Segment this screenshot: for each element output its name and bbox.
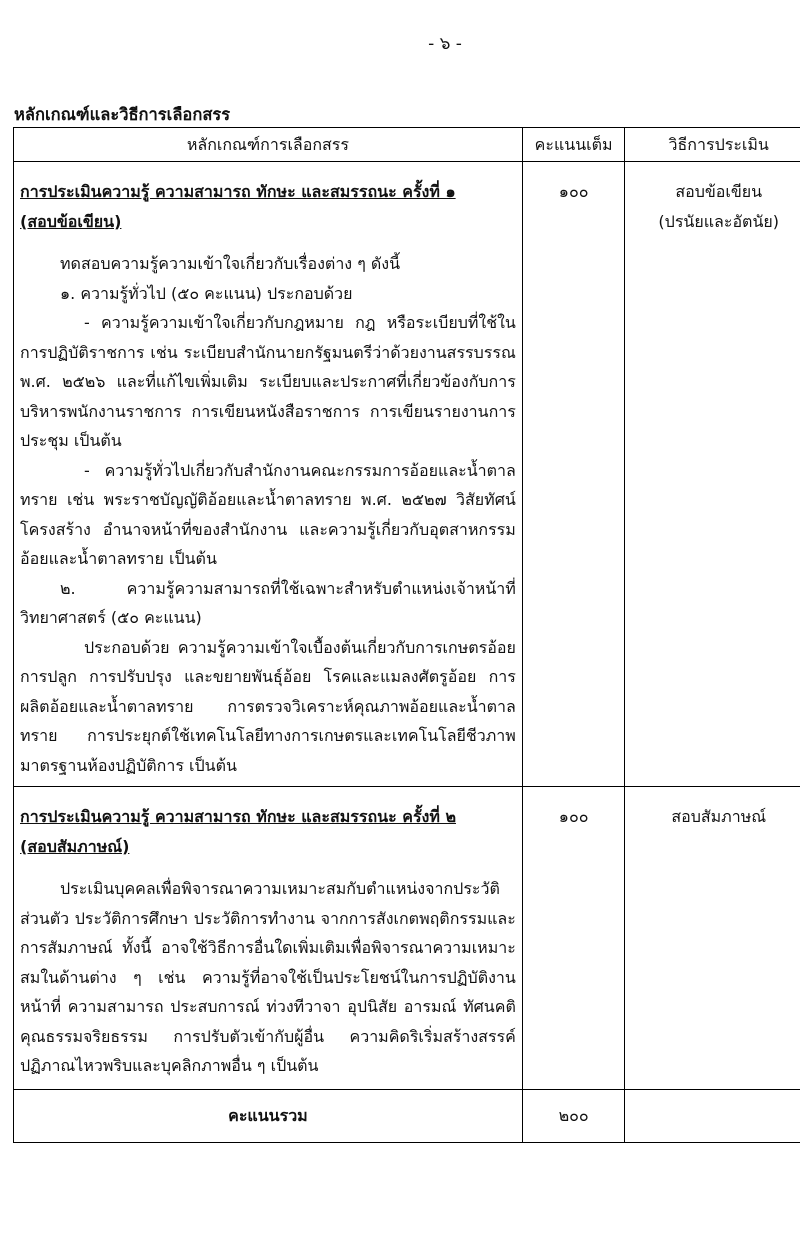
section2-title-line1: การประเมินความรู้ ความสามารถ ทักษะ และสมรรถนะ ครั้งที่ ๒ [20,807,457,826]
table-row-interview [14,787,800,1090]
score-written: ๑๐๐ [522,162,625,787]
section1-item1-b: - ความรู้ทั่วไปเกี่ยวกับสำนักงานคณะกรรมการอ้อยและน้ำตาลทราย เช่น พระราชบัญญัติอ้อยและน้ำตาลทราย พ.ศ. ๒๕๒๗ วิสัยทัศน์ โครงสร้าง อำนาจหน้าที่ของสำนักงาน และความรู้เกี่ยวกับอุตสาหกรรมอ้อยและน้ำตาลทราย เป็นต้น [20,460,516,568]
section1-intro: ทดสอบความรู้ความเข้าใจเกี่ยวกับเรื่องต่าง ๆ ดังนี้ [60,254,401,273]
header-full-score: คะแนนเต็ม [522,128,625,162]
section2-body [20,874,516,1081]
criteria-cell-interview [14,787,523,1090]
total-score: ๒๐๐ [522,1089,625,1142]
section2-text: ประเมินบุคคลเพื่อพิจารณาความเหมาะสมกับตำแหน่งจากประวัติส่วนตัว ประวัติการศึกษา ประวัติการทำงาน จากการสังเกตพฤติกรรมและการสัมภาษณ์ ทั้งนี้ อาจใช้วิธีการอื่นใดเพิ่มเติมเพื่อพิจารณาความเหมาะสมในด้านต่าง ๆ เช่น ความรู้ที่อาจใช้เป็นประโยชน์ในการปฏิบัติงานหน้าที่ ความสามารถ ประสบการณ์ ท่วงทีวาจา อุปนิสัย อารมณ์ ทัศนคติ คุณธรรมจริยธรรม การปรับตัวเข้ากับผู้อื่น ความคิดริเริ่มสร้างสรรค์ ปฏิภาณไหวพริบและบุคลิกภาพอื่น ๆ เป็นต้น [20,879,516,1075]
method-interview: สอบสัมภาษณ์ [625,787,800,1090]
section2-title [20,802,516,861]
score-interview: ๑๐๐ [522,787,625,1090]
page-number: - ๖ - [428,34,462,54]
total-method-empty [625,1089,800,1142]
section1-item1: ๑. ความรู้ทั่วไป (๕๐ คะแนน) ประกอบด้วย [60,283,353,303]
table-header-row [14,128,800,162]
table-row-written-exam [14,162,800,787]
total-label: คะแนนรวม [14,1089,523,1142]
method-written-line2: (ปรนัยและอัตนัย) [658,211,779,231]
section1-item2-body: ประกอบด้วย ความรู้ความเข้าใจเบื้องต้นเกี่ยวกับการเกษตรอ้อย การปลูก การปรับปรุง และขยายพันธุ์อ้อย โรคและแมลงศัตรูอ้อย การผลิตอ้อยและน้ำตาลทราย การตรวจวิเคราะห์คุณภาพอ้อยและน้ำตาลทราย การประยุกต์ใช้เทคโนโลยีทางการเกษตรและเทคโนโลยีชีวภาพ มาตรฐานห้องปฏิบัติการ เป็นต้น [20,637,516,775]
method-written-line1: สอบข้อเขียน [675,182,763,201]
criteria-table [13,127,800,1143]
section1-body [20,249,516,780]
section1-title [20,177,516,236]
section2-title-line2: (สอบสัมภาษณ์) [20,836,130,856]
section1-title-line1: การประเมินความรู้ ความสามารถ ทักษะ และสมรรถนะ ครั้งที่ ๑ [20,182,456,201]
table-row-total [14,1089,800,1142]
header-method: วิธีการประเมิน [625,128,800,162]
section1-item2: ๒. ความรู้ความสามารถที่ใช้เฉพาะสำหรับตำแหน่งเจ้าหน้าที่วิทยาศาสตร์ (๕๐ คะแนน) [20,578,516,627]
section1-title-line2: (สอบข้อเขียน) [20,211,122,231]
criteria-cell-written [14,162,523,787]
section1-item1-a: - ความรู้ความเข้าใจเกี่ยวกับกฎหมาย กฎ หรือระเบียบที่ใช้ในการปฏิบัติราชการ เช่น ระเบียบสำนักนายกรัฐมนตรีว่าด้วยงานสรรบรรณ พ.ศ. ๒๕๒๖ และที่แก้ไขเพิ่มเติม ระเบียบและประกาศที่เกี่ยวข้องกับการบริหารพนักงานราชการ การเขียนหนังสือราชการ การเขียนรายงานการประชุม เป็นต้น [20,313,516,450]
page-heading: หลักเกณฑ์และวิธีการเลือกสรร [14,105,231,124]
header-criteria: หลักเกณฑ์การเลือกสรร [14,128,523,162]
method-written [625,162,800,787]
